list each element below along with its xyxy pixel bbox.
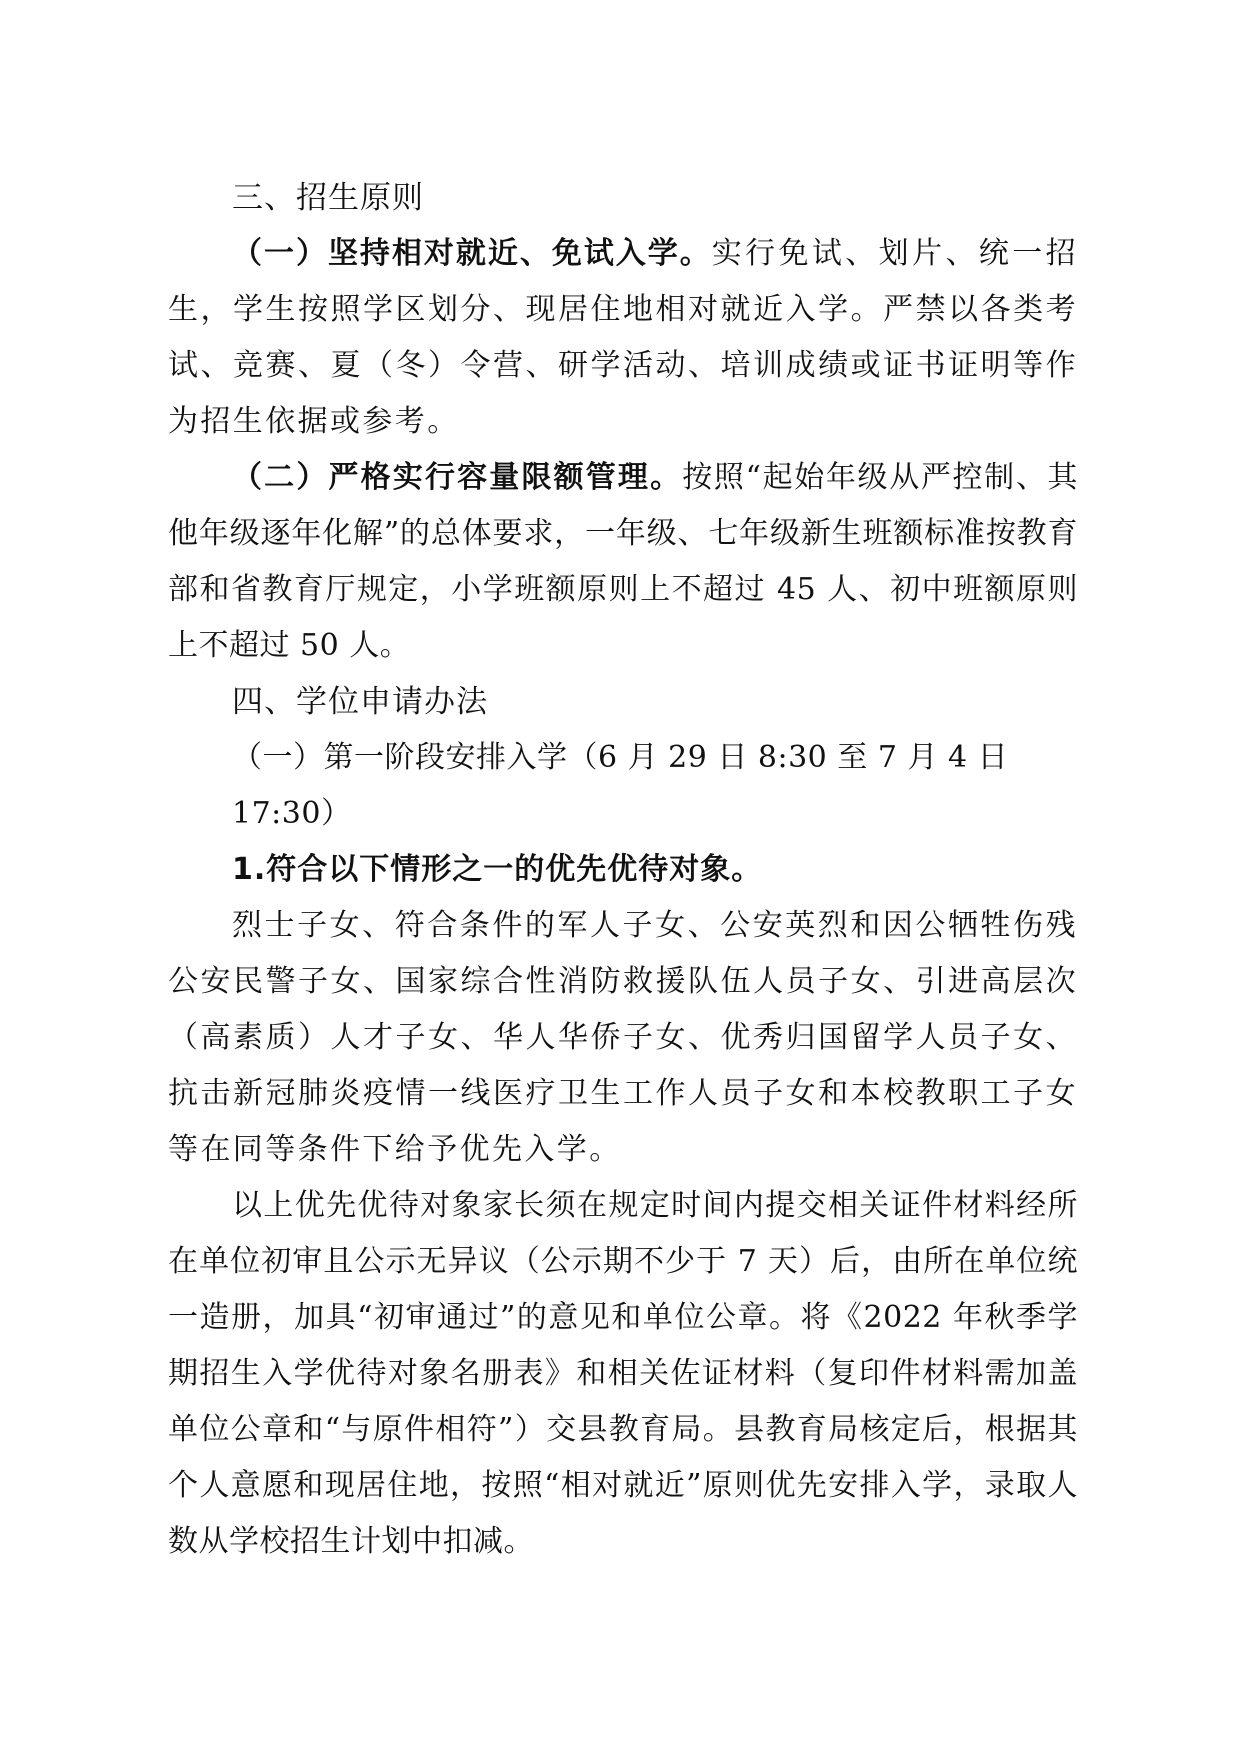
section-heading-application-method: 四、学位申请办法 — [232, 684, 488, 720]
paragraph-body: 实行免试、划片、统一招生，学生按照学区划分、现居住地相对就近入学。严禁以各类考试、竞赛、夏（冬）令营、研学活动、培训成绩或证书证明等作为招生依据或参考。 — [168, 236, 1079, 439]
subheading-first-stage: （一）第一阶段安排入学（6 月 29 日 8:30 至 7 月 4 日 17:30） — [232, 740, 1009, 831]
paragraph-body: 按照“起始年级从严控制、其他年级逐年化解”的总体要求，一年级、七年级新生班额标准按教育部和省教育厅规定，小学班额原则上不超过 45 人、初中班额原则上不超过 50 人。 — [168, 460, 1079, 663]
paragraph-nearby-enrollment — [168, 226, 1078, 450]
paragraph-class-size-limit — [168, 450, 1078, 674]
item-title-priority-groups: 1.符合以下情形之一的优先优待对象。 — [232, 852, 763, 887]
paragraph-priority-procedure: 以上优先优待对象家长须在规定时间内提交相关证件材料经所在单位初审且公示无异议（公示期不少于 7 天）后，由所在单位统一造册，加具“初审通过”的意见和单位公章。将《2022 年秋季学期招生入学优待对象名册表》和相关佐证材料（复印件材料需加盖单位公章和“与原件相符”）交县教育局。县教育局核定后，根据其个人意愿和现居住地，按照“相对就近”原则优先安排入学，录取人数从学校招生计划中扣减。 — [168, 1188, 1078, 1559]
section-heading-admission-principles: 三、招生原则 — [232, 180, 424, 216]
paragraph-priority-groups: 烈士子女、符合条件的军人子女、公安英烈和因公牺牲伤残公安民警子女、国家综合性消防救援队伍人员子女、引进高层次（高素质）人才子女、华人华侨子女、优秀归国留学人员子女、抗击新冠肺炎疫情一线医疗卫生工作人员子女和本校教职工子女等在同等条件下给予优先入学。 — [168, 908, 1078, 1167]
paragraph-lead: （二）严格实行容量限额管理。 — [232, 460, 683, 495]
document-page — [168, 170, 1078, 1570]
paragraph-lead: （一）坚持相对就近、免试入学。 — [232, 236, 712, 271]
